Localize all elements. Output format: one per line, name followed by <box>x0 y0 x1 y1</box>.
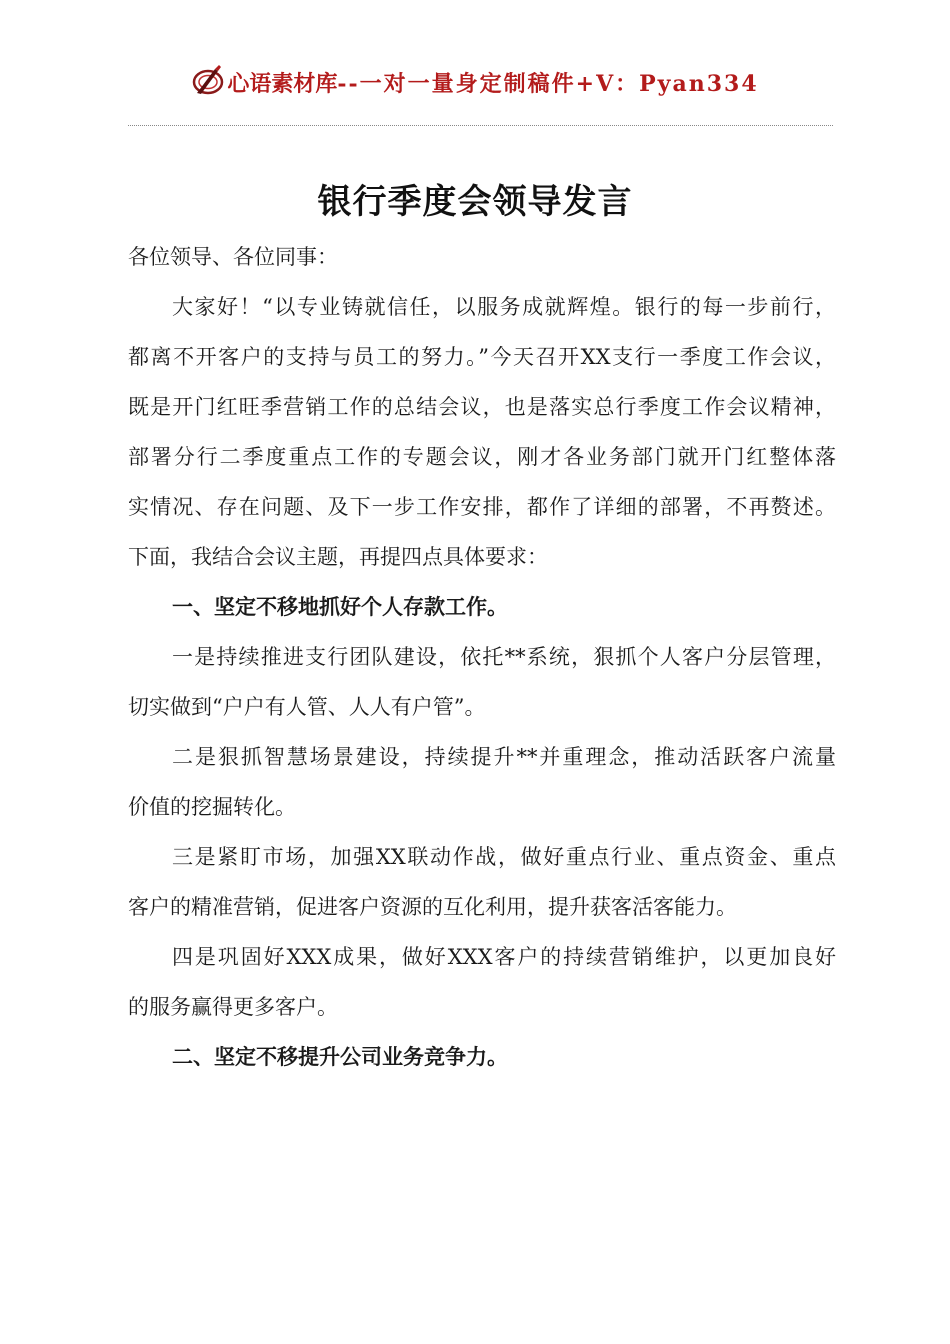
document-title: 银行季度会领导发言 <box>317 182 633 222</box>
section-heading: 二、坚定不移提升公司业务竞争力。 <box>172 1044 508 1069</box>
salutation: 各位领导、各位同事： <box>128 245 338 269</box>
body-line: 大家好！“以专业铸就信任，以服务成就辉煌。银行的每一步前行， <box>172 295 836 319</box>
body-line: 的服务赢得更多客户。 <box>128 995 338 1019</box>
body-line: 一是持续推进支行团队建设，依托**系统，狠抓个人客户分层管理， <box>172 645 836 669</box>
body-line: 三是紧盯市场，加强XX联动作战，做好重点行业、重点资金、重点 <box>172 845 836 869</box>
body-line: 部署分行二季度重点工作的专题会议，刚才各业务部门就开门红整体落 <box>128 445 836 469</box>
brand-name: 心语素材库 <box>227 70 338 97</box>
body-line: 价值的挖掘转化。 <box>128 795 296 819</box>
body-line: 二是狠抓智慧场景建设，持续提升**并重理念，推动活跃客户流量 <box>172 745 836 769</box>
body-line: 四是巩固好XXX成果，做好XXX客户的持续营销维护，以更加良好 <box>172 945 836 969</box>
header-tagline: --一对一量身定制稿件+V：Pyan334 <box>337 70 759 97</box>
section-heading: 一、坚定不移地抓好个人存款工作。 <box>172 594 508 619</box>
body-line: 切实做到“户户有人管、人人有户管”。 <box>128 695 486 719</box>
pen-circle-logo-icon <box>191 63 225 97</box>
header-divider <box>128 125 833 126</box>
page-header <box>0 62 950 102</box>
body-line: 实情况、存在问题、及下一步工作安排，都作了详细的部署，不再赘述。 <box>128 495 836 519</box>
body-line: 都离不开客户的支持与员工的努力。”今天召开XX支行一季度工作会议， <box>128 345 836 369</box>
document-body <box>128 232 836 1082</box>
body-line: 客户的精准营销，促进客户资源的互化利用，提升获客活客能力。 <box>128 895 737 919</box>
body-line: 既是开门红旺季营销工作的总结会议，也是落实总行季度工作会议精神， <box>128 395 836 419</box>
body-line: 下面，我结合会议主题，再提四点具体要求： <box>128 545 548 569</box>
